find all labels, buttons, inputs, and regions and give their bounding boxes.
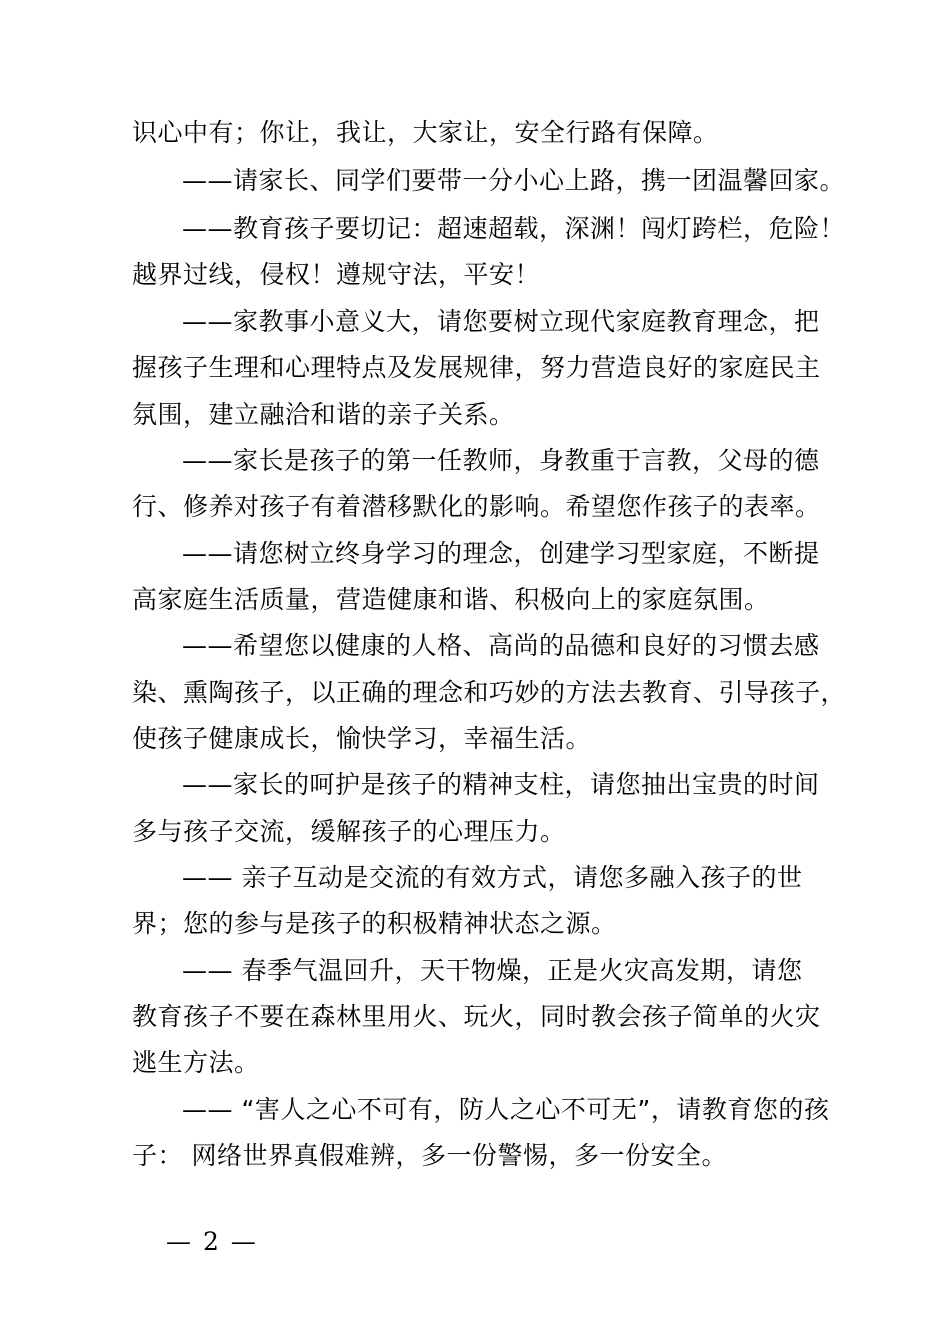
text-line: 氛围，建立融洽和谐的亲子关系。 xyxy=(132,400,515,429)
text-line: ——家长是孩子的第一任教师，身教重于言教，父母的德 xyxy=(182,446,820,475)
text-line: ——家长的呵护是孩子的精神支柱，请您抽出宝贵的时间 xyxy=(182,770,820,799)
text-line: ——请您树立终身学习的理念，创建学习型家庭，不断提 xyxy=(182,539,820,568)
text-line: 识心中有；你让，我让，大家让，安全行路有保障。 xyxy=(132,118,719,147)
text-line: ——教育孩子要切记：超速超载，深渊！闯灯跨栏，危险！ xyxy=(182,214,846,243)
text-line: —— 亲子互动是交流的有效方式，请您多融入孩子的世 xyxy=(182,863,803,892)
text-line: —— “害人之心不可有，防人之心不可无”，请教育您的孩 xyxy=(182,1095,830,1124)
text-line: 多与孩子交流，缓解孩子的心理压力。 xyxy=(132,817,566,846)
text-line: ——希望您以健康的人格、高尚的品德和良好的习惯去感 xyxy=(182,631,820,660)
text-line: 逃生方法。 xyxy=(132,1048,260,1077)
page-number: — 2 — xyxy=(166,1227,258,1256)
text-line: 使孩子健康成长，愉快学习，幸福生活。 xyxy=(132,724,592,753)
text-line: 界；您的参与是孩子的积极精神状态之源。 xyxy=(132,909,617,938)
text-line: 教育孩子不要在森林里用火、玩火，同时教会孩子简单的火灾 xyxy=(132,1002,821,1031)
text-line: 握孩子生理和心理特点及发展规律，努力营造良好的家庭民主 xyxy=(132,353,821,382)
text-line: 高家庭生活质量，营造健康和谐、积极向上的家庭氛围。 xyxy=(132,585,770,614)
text-line: ——请家长、同学们要带一分小心上路，携一团温馨回家。 xyxy=(182,166,846,195)
text-line: 越界过线，侵权！遵规守法，平安！ xyxy=(132,260,541,289)
text-line: —— 春季气温回升，天干物燥，正是火灾高发期，请您 xyxy=(182,956,803,985)
text-line: 子： 网络世界真假难辨，多一份警惕，多一份安全。 xyxy=(132,1141,727,1170)
text-line: 行、修养对孩子有着潜移默化的影响。希望您作孩子的表率。 xyxy=(132,492,821,521)
text-line: ——家教事小意义大，请您要树立现代家庭教育理念，把 xyxy=(182,307,820,336)
text-line: 染、熏陶孩子，以正确的理念和巧妙的方法去教育、引导孩子， xyxy=(132,678,847,707)
